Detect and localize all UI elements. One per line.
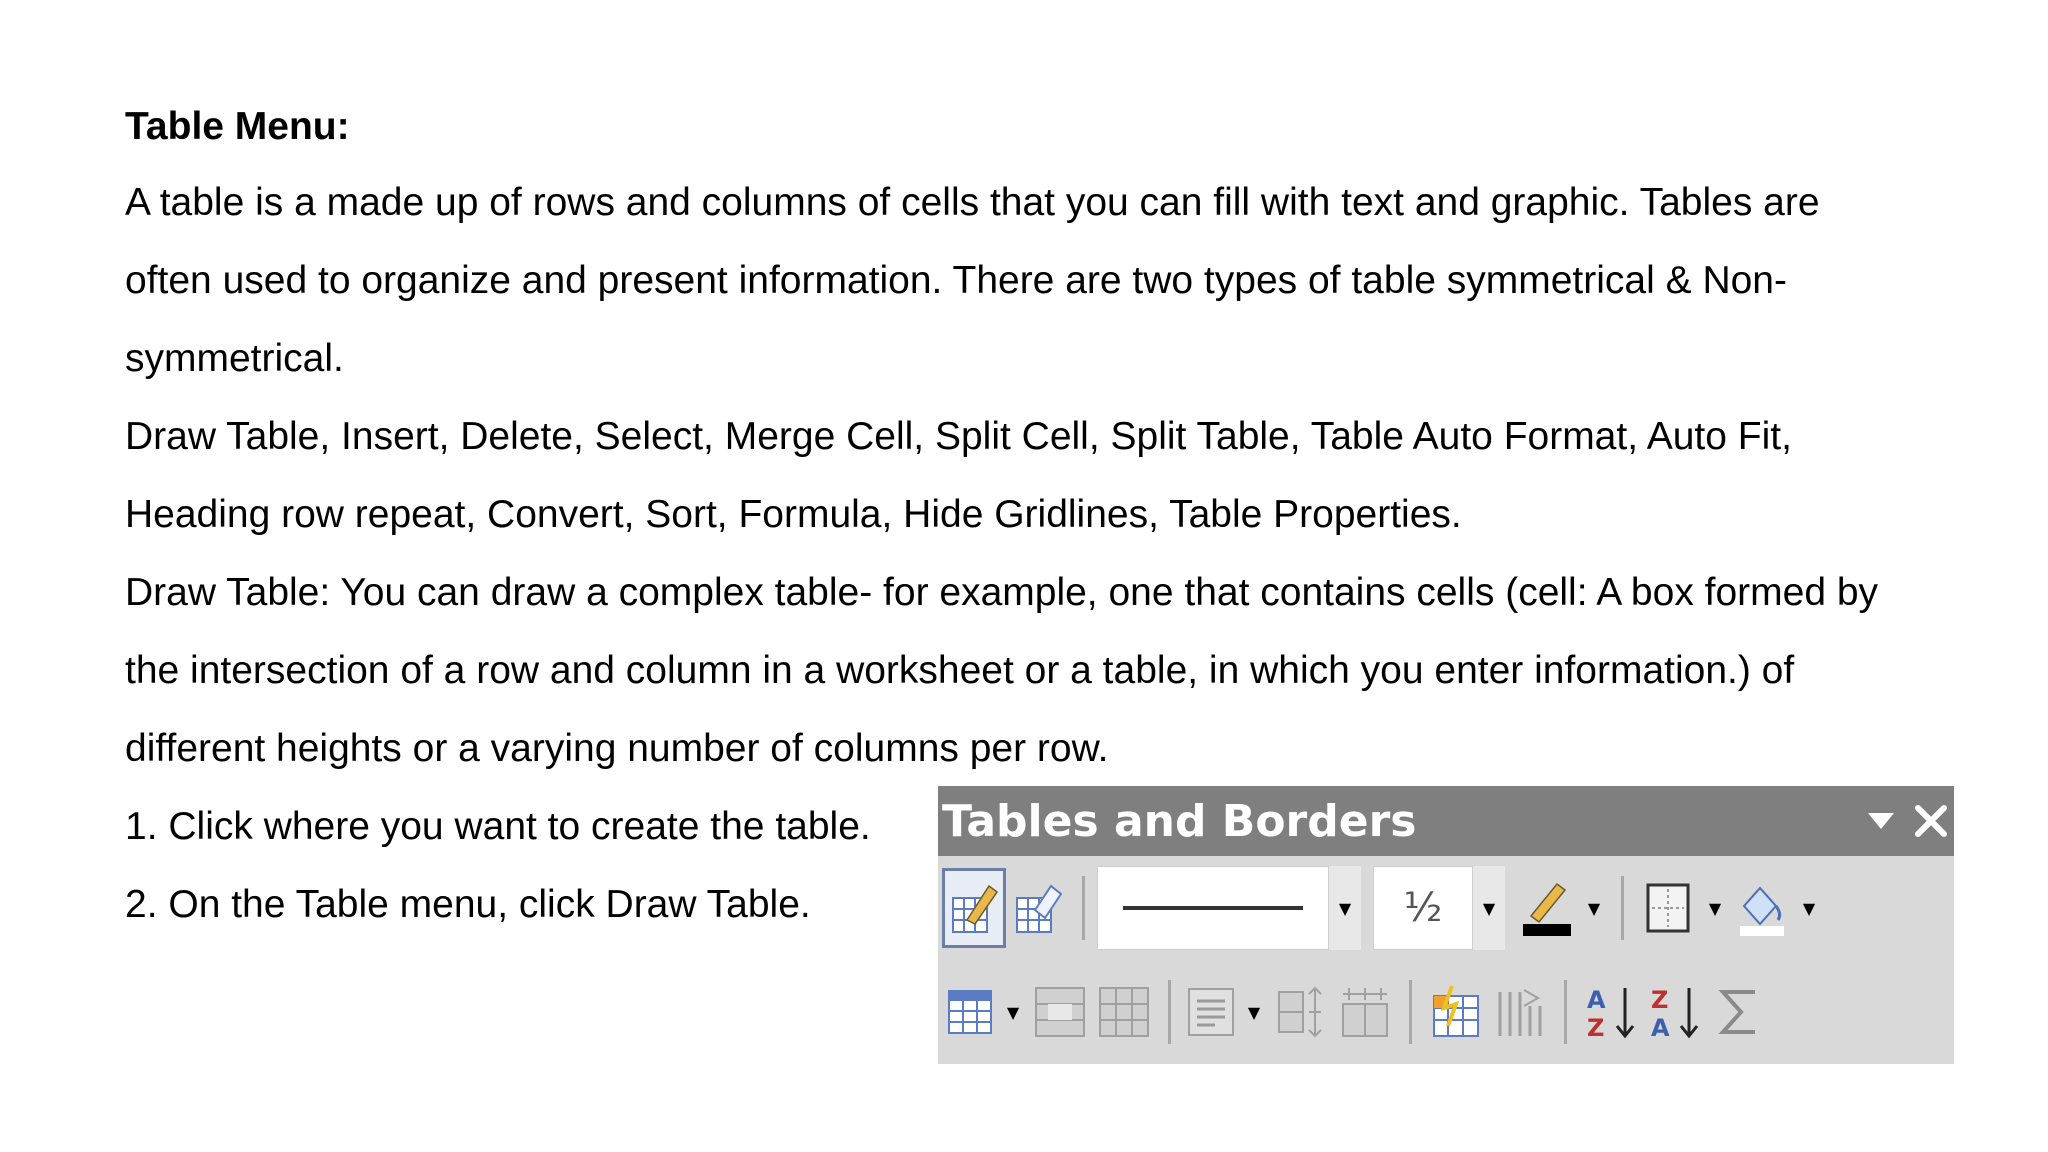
border-color-icon <box>1519 878 1575 938</box>
insert-table-button[interactable] <box>942 972 998 1052</box>
border-color-dropdown[interactable]: ▼ <box>1587 898 1601 918</box>
distribute-columns-icon <box>1339 984 1391 1040</box>
line-style-dropdown[interactable]: ▼ <box>1329 866 1361 950</box>
separator <box>1168 980 1171 1044</box>
distribute-rows-icon <box>1275 984 1327 1040</box>
toolbar-title-bar[interactable] <box>938 786 1954 856</box>
line-style-field[interactable] <box>1097 866 1329 950</box>
svg-text:Z: Z <box>1587 1014 1605 1042</box>
toolbar-row-2 <box>938 960 1954 1064</box>
insert-table-dropdown[interactable]: ▼ <box>1006 1002 1020 1022</box>
outside-border-dropdown[interactable]: ▼ <box>1708 898 1722 918</box>
section-heading: Table Menu: <box>125 105 350 148</box>
toolbar-options-icon[interactable] <box>1866 809 1896 833</box>
paragraph3-line: the intersection of a row and column in a worksheet or a table, in which you enter information.) of <box>125 649 1795 692</box>
paragraph2-line: Heading row repeat, Convert, Sort, Formula, Hide Gridlines, Table Properties. <box>125 493 1462 536</box>
sort-descending-button[interactable] <box>1643 972 1707 1052</box>
table-autoformat-button[interactable] <box>1424 972 1488 1052</box>
align-icon <box>1187 987 1235 1037</box>
toolbar-row-1 <box>938 856 1954 960</box>
paragraph1-line: A table is a made up of rows and columns of cells that you can fill with text and graphic. Tables are <box>125 181 1820 224</box>
draw-table-button[interactable] <box>942 868 1006 948</box>
eraser-button[interactable] <box>1006 868 1070 948</box>
paragraph2-line: Draw Table, Insert, Delete, Select, Merge Cell, Split Cell, Split Table, Table Auto Format, Auto Fit, <box>125 415 1792 458</box>
table-autoformat-icon <box>1428 984 1484 1040</box>
sort-ascending-icon <box>1583 982 1639 1042</box>
insert-table-icon <box>947 987 993 1037</box>
step-2: 2. On the Table menu, click Draw Table. <box>125 883 811 926</box>
step-1: 1. Click where you want to create the table. <box>125 805 871 848</box>
distribute-rows-button[interactable] <box>1269 972 1333 1052</box>
eraser-icon <box>1013 880 1063 936</box>
paragraph1-line: often used to organize and present information. There are two types of table symmetrical & Non- <box>125 259 1787 302</box>
sort-ascending-button[interactable] <box>1579 972 1643 1052</box>
line-weight-value: ½ <box>1403 885 1443 931</box>
align-button[interactable] <box>1183 972 1239 1052</box>
toolbar-title: Tables and Borders <box>942 795 1417 847</box>
autosum-button[interactable] <box>1707 972 1771 1052</box>
sort-descending-icon <box>1647 982 1703 1042</box>
line-style-preview <box>1123 903 1303 913</box>
separator <box>1564 980 1567 1044</box>
split-cells-icon <box>1098 986 1150 1038</box>
merge-cells-button[interactable] <box>1028 972 1092 1052</box>
tables-and-borders-toolbar <box>938 786 1954 1064</box>
paragraph3-line: Draw Table: You can draw a complex table- for example, one that contains cells (cell: A box formed by <box>125 571 1879 614</box>
line-weight-dropdown[interactable]: ▼ <box>1473 866 1505 950</box>
show-hide-gridlines-button[interactable] <box>1488 972 1552 1052</box>
separator <box>1082 876 1085 940</box>
draw-table-icon <box>949 880 999 936</box>
shading-color-button[interactable] <box>1730 868 1794 948</box>
paragraph3-line: different heights or a varying number of columns per row. <box>125 727 1109 770</box>
line-weight-field[interactable] <box>1373 866 1473 950</box>
close-icon[interactable] <box>1914 804 1948 838</box>
separator <box>1621 876 1624 940</box>
outside-border-icon <box>1644 881 1692 935</box>
separator <box>1409 980 1412 1044</box>
merge-cells-icon <box>1034 986 1086 1038</box>
paragraph1-line: symmetrical. <box>125 337 344 380</box>
distribute-columns-button[interactable] <box>1333 972 1397 1052</box>
svg-text:A: A <box>1587 986 1606 1014</box>
split-cells-button[interactable] <box>1092 972 1156 1052</box>
svg-text:Z: Z <box>1651 986 1669 1014</box>
show-hide-gridlines-icon <box>1494 984 1546 1040</box>
outside-border-button[interactable] <box>1636 868 1700 948</box>
align-dropdown[interactable]: ▼ <box>1247 1002 1261 1022</box>
border-color-button[interactable] <box>1515 868 1579 948</box>
shading-color-icon <box>1734 878 1790 938</box>
svg-text:A: A <box>1651 1014 1670 1042</box>
autosum-icon <box>1717 984 1761 1040</box>
shading-color-dropdown[interactable]: ▼ <box>1802 898 1816 918</box>
